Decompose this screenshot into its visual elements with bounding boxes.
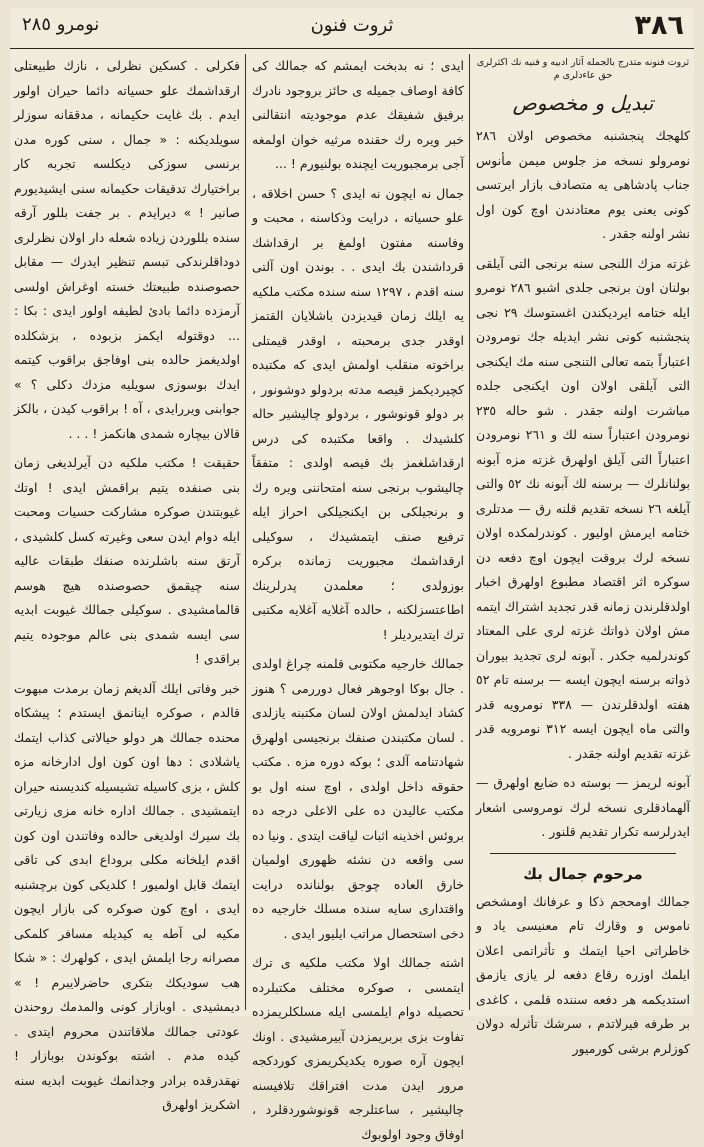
paragraph: حقیقت ! مكتب ملكیه دن آیرلدیغى زمان بنى صنفده یتیم براقمش ایدى ! اوتك غیوبتندن صوكره مشاركت حسیات ومحبت ایله دوام ایدن سعى وغیرته كسل كلشیدى ، آرتق سنه باشلرنده صنفك طبقات عالیه سنه چیقمق حصوصنده هیچ هوسم قالمامشیدى . سوكیلى جمالك غیوبت ابدیه سى ایسه شمدى بنى عالم موجوده یتیم براقدى ! — [14, 455, 240, 666]
section-divider — [490, 853, 676, 854]
page-number: ٣٨٦ — [634, 10, 684, 41]
issue-number: نومرو ٢٨٥ — [22, 14, 100, 35]
paragraph: فكرلى . كسكین نظرلى ، نازك طبیعتلى ارقداشمك علو حسیاته دائما حیران اولور ایدم . بك غایت حكیمانه ، مدققانه سوزلر سویلدیكنه : « جمال ، سنى كوره مدن برنسى سوزكى دیكلسه تجربه كار براختیارك تدقیقات حكیمانه سنى ایشیدیورم صانیر ! » دیرایدم . بر جفت بللور آرقه سنده بللوردن زیاده شعله دار اولان نظرلرى دوداقلرندكى تبسم تنظیر ایدرك — مقابل حصوصنده طبیعتك خسته اوغراش اولسى آرمزده دائما بادئ لطیفه اولور ایدى : بكا : ... دوقتوله ایكمز بزبوده ، بزشكلده اولدیغمز حالده بنى اوفاجق براقوب كیتمه ایدك بوسوزى سویلیه مزدك دكلى ؟ » جوابنى ویررایدى ، آه ! براقوب كیدن ، بالكز قالان بیچاره شمدى هانكمز ! . . . — [14, 58, 240, 441]
journal-title: ثروت فنون — [310, 15, 394, 36]
paragraph: جمال نه ایچون نه ایدى ؟ حسن اخلاقه ، علو حسیاته ، درایت وذكاسنه ، محبت و وفاسنه مفتون اولمغ بر ارقداشك قرداشندن بك ایدى . . بوندن اون آلتى سنه اقدم ، ١٢٩٧ سنه سنده مكتب ملكیه یه ایلك زمان قیدیزدن باشلایان القتمز اوقدر جدى برمحبته ، اوقدر قیمتلى براخوته منقلب اولمش ایدى كه مكتبده كچیردیكمز قیصه مدته بردولو دوشونور ، بر دولو قونوشور ، بردولو چالیشیر حاله كلشیدك . واقعا مكتبده كى درس ارقداشلغمز بك قیصه اولدى : متفقاً چالیشوب برنجى سنه امتحاننى ویره رك و برنجیلكى بن ایكنجیلكى احراز ایله ترفیع صنف ایتمشیدك ، سوكیلى ارقداشمك مجبوریت زمانده بركره بوزولدى ؛ معلمدن پدرلرینك اطاعتسزلكنه ، حالده آغلایه آغلایه مكتبى ترك ایتدیردیلر ! — [252, 185, 464, 642]
page-header — [10, 8, 694, 49]
paragraph: آبونه لریمز — بوسته ده ضایع اولهرق — آلهمادقلرى نسخه لرك نومروسى اشعار ایدرلرسه تكرار تقدیم قلنور . — [476, 775, 690, 839]
paragraph: جمالك اومحجم ذكا و عرفانك اومشخص ناموس و وقارك تام معنیسى یاد و خاطراتى احیا ایتمك و تأثراتمى اعلان ایلمك اوزره رقاع دفعه لر یازى یازمق استدیكمه هر دفعه سننده قلمى ، كاغدى بر طرفه فیرلاتدم ، سرشك تأثرله دولان كوزلرم برشى كورمیور — [476, 893, 690, 1056]
paragraph: كلهجك پنجشنبه مخصوص اولان ٢٨٦ نومرولو نسخه مز جلوس میمن مأنوس جناب پادشاهى یه متصادف بازار ایرتسى كونى یعنى یوم معتادندن اوچ كون اول نشر اولنه جقدر . — [476, 128, 690, 241]
section-heading-calligraphy: تبدیل و مخصوص — [512, 91, 654, 115]
column-middle — [252, 54, 464, 1142]
paragraph: ایدى ؛ نه بدبخت ایمشم كه جمالك كى كافة اوصاف جمیله ى حائز بروجود نادرك برفیق شفیقك عدم موجودیته انتقالنى خبر ویره رك حقنده مرثیه خوان اولمغه آجى برمجبوریت ایچنده بولنیورم ! ... — [252, 58, 464, 171]
paragraph: اشته جمالك اولا مكتب ملكیه ى ترك ایتمسى ، صوكره مختلف مكتبلرده تحصیله دوام ایلمسى ایله مسلكلریمزده تفاوت بزى بربریمزدن آییرمشیدى . اونك ایچون آره صوره یكدیكریمزى كوردكجه مرور ایدن مدت افتراقك تلافیسنه چالیشیر ، ساعتلرجه قونوشوردقلرد ، اوفاق وجود اولوبوك — [252, 955, 464, 1142]
newspaper-page — [10, 8, 694, 1142]
editorial-notice: ثروت فنونه متدرج بالجمله آثار ادبیه و فنیه نك اكثرلرى حق عاءدلرى م — [476, 57, 690, 81]
paragraph: جمالك خارجیه مكتوبى قلمنه چراغ اولدى . جال بوكا اوجوهر فعال دوررمى ؟ هنوز كشاد ایدلمش اولان لسان مكتبنه یازلدى . لسان مكتبندن صنفك برنجیسى اولهرق شهادتنامه آلدى ؛ بوكه دوره مزه . مكتب حقوقه داخل اولدى ، اوچ سنه اول بو مكتب عالیدن ده على الاعلى درجه ده بروئس اخذینه اثبات لیاقت ایتدى . ونیا ده سى واقعه دن نشئه ظهورى اولمیان خارق العاده چوجق بولنانده درایت واقتدارى سایه سنده مسلك خارجیه ده دخى استحصال مراتب ایلیور ایدى . — [252, 656, 464, 941]
column-left — [14, 54, 240, 1112]
column-divider — [469, 54, 470, 1010]
column-right — [476, 54, 691, 1056]
column-divider — [245, 54, 246, 1010]
paragraph: خبر وفاتى ایلك آلدیغم زمان برمدت مبهوت قالدم ، صوكره اینانمق ایستدم ؛ پیشكاه محنده جمالك هر دولو حیالاتى كذاب ایتمك یاشلادى : دها اون كون اول ادارخانه مزه كلش ، بزى كاسیله تشیسیله كندیسنه حیران ایتمشیدى . جمالك اداره خانه مزى زیارتى بك سیرك اولدیغى حالده وفاتندن اون كون اقدم ایلخانه مكلی بروداع ابدى كى تاقى ایتمك قابل اولمیور ! كلدیكى كون برچشنبه ایدى ، اوچ كون صوكره كى بازار ایچون مكیه لى آطه یه كیدیله مسافر كلمكى مصرانه رجا ایلمش ایدى ، كولهرك : « شكا هب سودیكك بتكرى حاضرلایبرم ! » دیمشیدى . اوبازار كونى والمدمك روحندن عودتى جمالك ملاقاتندن محروم ایتدى . كیده مدم . اشته بوكوندن بوبازار ! نهقدرقده برادر وجدانمك غیوبت ابدیه سنه اشكریز اولهرق — [14, 680, 240, 1112]
article-title: مرحوم جمال بك — [523, 864, 643, 883]
paragraph: غزته مزك اللنجى سنه برنجى التى آیلقى بولنان اون برنجى جلدى اشبو ٢٨٦ نومرو ایله ختامه ایردیكندن اغستوسك ٢٩ نجى پنجشنبه كونى نشر ایدیله جك نومرودن اعتباراً بتمه تعالى التنجى سنه مك ایكنجى التى آیلقى اولان اون ایكنجى جلده مباشرت اولنه جقدر . شو حاله ٢٣٥ نومرودن اعتباراً سنه لك و ٢٦١ نومرودن اعتباراً التى آیلق اولهرق غزته مزه آبونه بولنانلرك — برسنه لك آبونه نك ٥٢ والتى آیلغه ٢٦ نسخه تقدیم قلنه رق — مدتلرى ختامه ایرمش اولیور . كوندرلمكده اولان نسخه لرك بروقت ایچون اوچ دفعه دن سوكره اثر اقتصاد مطبوع اولهرق اخبار اولدقلرندن زمانه قدر تجدید اشتراك ایتمه مش اولان ذواتك غزته لرى على المعتاد كوندرلمیه جكدر . آبونه لرى تجدید بیوران ذواته برسنه ایچون ایسه — برسنه تام ٥٢ هفته اولدقلرندن — ٣٣٨ نومرویه قدر والتى ماه ایچون ایسه ٣١٢ نومرویه قدر غزته تقدیم اولنه جقدر . — [476, 255, 691, 761]
